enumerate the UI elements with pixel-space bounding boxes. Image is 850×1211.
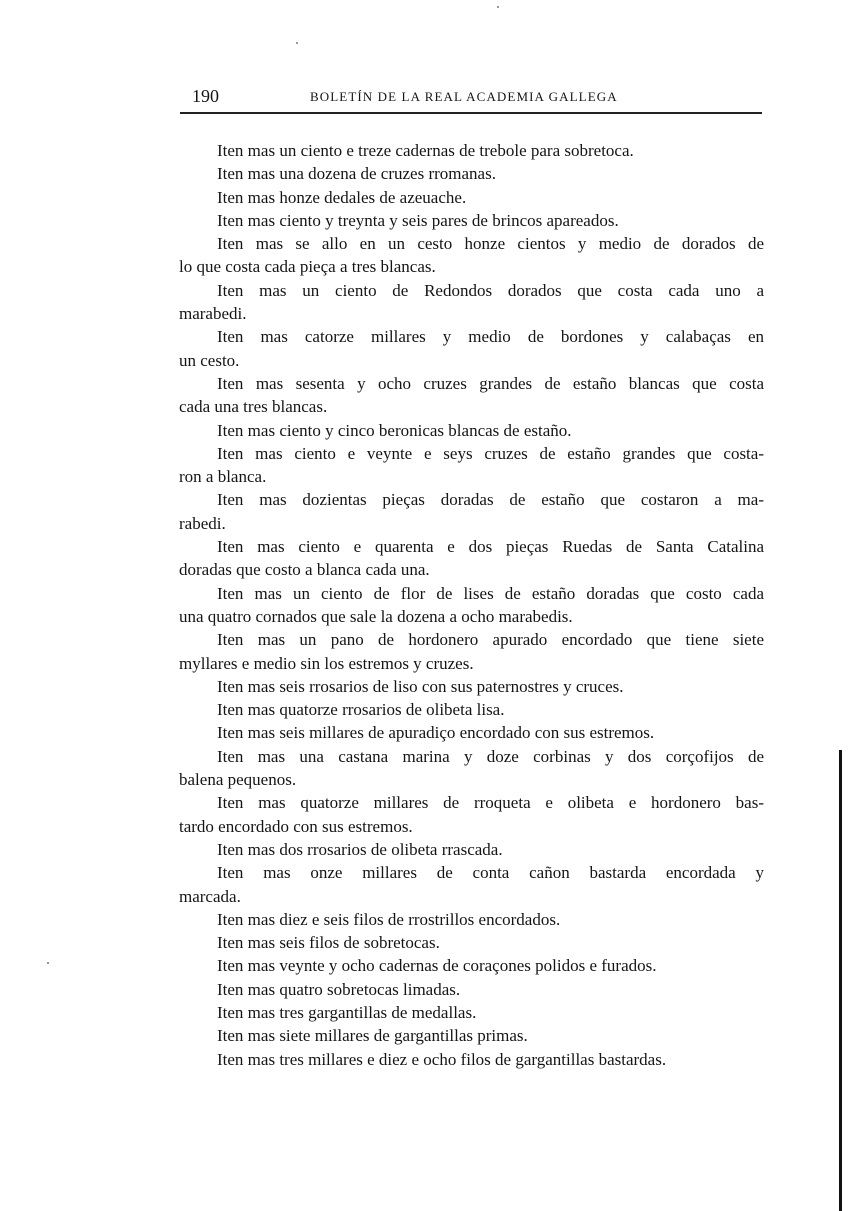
text-line: Iten mas seis rrosarios de liso con sus paternostres y cruces. xyxy=(217,676,624,696)
paragraph xyxy=(179,1024,764,1047)
paragraph xyxy=(179,838,764,861)
paragraph xyxy=(179,721,764,744)
paragraph xyxy=(179,582,764,629)
text-line: Iten mas una dozena de cruzes rromanas. xyxy=(217,164,496,184)
text-line: Iten mas ciento e quarenta e dos pieças Ruedas de Santa Catalina xyxy=(217,537,764,557)
paragraph xyxy=(179,628,764,675)
paragraph xyxy=(179,442,764,489)
text-line: Iten mas un ciento de flor de lises de estaño doradas que costo cada xyxy=(217,583,764,603)
text-line: Iten mas sesenta y ocho cruzes grandes de estaño blancas que costa xyxy=(217,373,764,393)
paragraph xyxy=(179,698,764,721)
text-line: balena pequenos. xyxy=(179,770,297,790)
text-line: Iten mas un pano de hordonero apurado encordado que tiene siete xyxy=(217,630,764,650)
text-line: cada una tres blancas. xyxy=(179,397,328,417)
text-line: Iten mas una castana marina y doze corbinas y dos corçofijos de xyxy=(217,746,764,766)
text-line: rabedi. xyxy=(179,513,226,533)
text-line: Iten mas un ciento e treze cadernas de trebole para sobretoca. xyxy=(217,141,634,160)
text-line: Iten mas catorze millares y medio de bordones y calabaças en xyxy=(217,327,764,347)
paragraph xyxy=(179,139,764,162)
text-line: Iten mas onze millares de conta cañon bastarda encordada y xyxy=(217,863,764,883)
text-line: marcada. xyxy=(179,886,241,906)
paragraph xyxy=(179,675,764,698)
text-line: tardo encordado con sus estremos. xyxy=(179,816,413,836)
paragraph xyxy=(179,931,764,954)
page-header xyxy=(192,86,762,108)
paragraph xyxy=(179,1001,764,1024)
paragraph xyxy=(179,954,764,977)
text-line: Iten mas diez e seis filos de rrostrillos encordados. xyxy=(217,909,561,929)
text-line: Iten mas quatorze rrosarios de olibeta lisa. xyxy=(217,700,505,720)
text-line: Iten mas siete millares de gargantillas primas. xyxy=(217,1026,528,1046)
paragraph xyxy=(179,791,764,838)
paragraph xyxy=(179,279,764,326)
text-line: Iten mas quatorze millares de rroqueta e olibeta e hordonero bas- xyxy=(217,793,764,813)
scan-speck xyxy=(497,6,499,8)
text-line: Iten mas dos rrosarios de olibeta rrascada. xyxy=(217,839,503,859)
text-line: doradas que costo a blanca cada una. xyxy=(179,560,430,580)
paragraph xyxy=(179,232,764,279)
text-line: Iten mas ciento e veynte e seys cruzes de estaño grandes que costa- xyxy=(217,443,764,463)
text-line: lo que costa cada pieça a tres blancas. xyxy=(179,257,436,277)
text-line: Iten mas tres millares e diez e ocho filos de gargantillas bastardas. xyxy=(217,1049,667,1069)
paragraph xyxy=(179,325,764,372)
text-line: Iten mas honze dedales de azeuache. xyxy=(217,187,467,207)
paragraph xyxy=(179,209,764,232)
scan-edge xyxy=(839,750,842,1211)
text-line: una quatro cornados que sale la dozena a ocho marabedis. xyxy=(179,606,573,626)
paragraph xyxy=(179,1048,764,1071)
text-line: Iten mas seis filos de sobretocas. xyxy=(217,933,440,953)
text-line: Iten mas ciento y cinco beronicas blancas de estaño. xyxy=(217,420,572,440)
text-line: Iten mas quatro sobretocas limadas. xyxy=(217,979,461,999)
paragraph xyxy=(179,488,764,535)
paragraph xyxy=(179,978,764,1001)
paragraph xyxy=(179,745,764,792)
paragraph xyxy=(179,908,764,931)
text-line: Iten mas se allo en un cesto honze cientos y medio de dorados de xyxy=(217,234,764,254)
text-line: marabedi. xyxy=(179,304,247,324)
text-line: Iten mas dozientas pieças doradas de estaño que costaron a ma- xyxy=(217,490,764,510)
text-line: myllares e medio sin los estremos y cruzes. xyxy=(179,653,474,673)
paragraph xyxy=(179,162,764,185)
page-body xyxy=(179,139,764,1071)
text-line: ron a blanca. xyxy=(179,467,267,487)
text-line: Iten mas tres gargantillas de medallas. xyxy=(217,1002,477,1022)
paragraph xyxy=(179,861,764,908)
running-title: BOLETÍN DE LA REAL ACADEMIA GALLEGA xyxy=(310,89,618,104)
text-line: Iten mas ciento y treynta y seis pares de brincos apareados. xyxy=(217,210,619,230)
text-line: Iten mas veynte y ocho cadernas de coraçones polidos e furados. xyxy=(217,956,657,976)
paragraph xyxy=(179,419,764,442)
page-number: 190 xyxy=(192,86,219,106)
paragraph xyxy=(179,535,764,582)
text-line: Iten mas un ciento de Redondos dorados que costa cada uno a xyxy=(217,280,764,300)
paragraph xyxy=(179,372,764,419)
paragraph xyxy=(179,186,764,209)
text-line: Iten mas seis millares de apuradiço encordado con sus estremos. xyxy=(217,723,655,743)
text-line: un cesto. xyxy=(179,350,240,370)
scan-speck xyxy=(47,962,49,964)
scan-speck xyxy=(296,42,298,44)
header-rule xyxy=(180,112,762,114)
